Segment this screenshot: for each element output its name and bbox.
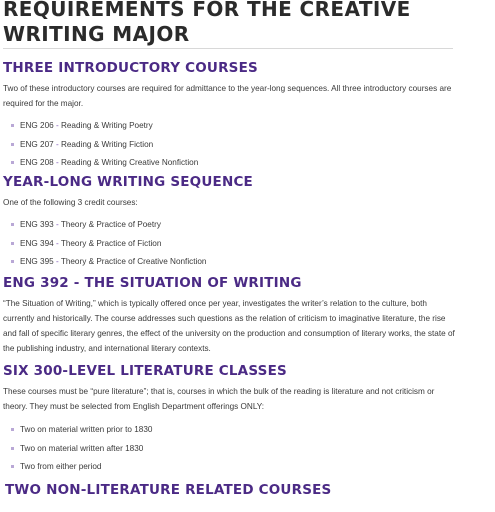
title-divider xyxy=(3,48,453,49)
course-name: Theory & Practice of Fiction xyxy=(60,238,162,248)
bullet-icon xyxy=(11,242,14,245)
bullet-icon xyxy=(11,260,14,263)
course-name: Theory & Practice of Poetry xyxy=(60,220,161,229)
bullet-icon xyxy=(11,223,14,226)
course-separator: - xyxy=(53,257,61,267)
bullet-icon xyxy=(11,161,14,164)
course-name: Reading & Writing Creative Nonfiction xyxy=(60,158,199,168)
list-item xyxy=(11,440,152,459)
course-name: Theory & Practice of Creative Nonfiction xyxy=(60,257,207,267)
year-long-sequence-text: One of the following 3 credit courses: xyxy=(3,198,138,207)
requirement-label: Two from either period xyxy=(20,462,102,472)
heading-non-literature-courses: TWO NON-LITERATURE RELATED COURSES xyxy=(5,482,332,498)
course-separator: - xyxy=(53,121,61,130)
list-item xyxy=(11,136,198,155)
requirement-label: Two on material written after 1830 xyxy=(20,443,144,453)
heading-literature-classes: SIX 300-LEVEL LITERATURE CLASSES xyxy=(3,363,287,379)
bullet-icon xyxy=(11,447,14,450)
list-item xyxy=(11,117,198,136)
list-item xyxy=(11,253,206,272)
course-code: ENG 206 xyxy=(20,121,54,130)
course-code: ENG 207 xyxy=(20,139,54,149)
list-item xyxy=(11,458,152,477)
course-separator: - xyxy=(53,220,61,229)
requirement-label: Two on material written prior to 1830 xyxy=(20,425,153,434)
eng-392-description: “The Situation of Writing,” which is typically offered once per year, investigates the writer’s relation to the culture, both currently and historically. The course addresses such questions as the relation of criticism to imaginative literature, the rise and fall of specific literary genres, the effect of the university on the production and consumption of literary works, the state of the publishing industry, and international literary contexts. xyxy=(3,299,455,353)
heading-introductory-courses: THREE INTRODUCTORY COURSES xyxy=(3,60,258,76)
course-code: ENG 393 xyxy=(20,220,54,229)
introductory-course-list xyxy=(11,117,198,173)
list-item xyxy=(11,216,206,235)
list-item xyxy=(11,421,152,440)
page-title: REQUIREMENTS FOR THE CREATIVE WRITING MAJOR xyxy=(3,0,411,46)
bullet-icon xyxy=(11,143,14,146)
course-code: ENG 208 xyxy=(20,158,54,168)
course-name: Reading & Writing Fiction xyxy=(60,139,154,149)
heading-year-long-sequence: YEAR-LONG WRITING SEQUENCE xyxy=(3,174,253,190)
course-separator: - xyxy=(53,158,61,168)
introductory-courses-text: Two of these introductory courses are required for admittance to the year-long sequences. All three introductory courses are required for the major. xyxy=(3,84,452,108)
bullet-icon xyxy=(11,465,14,468)
heading-eng-392: ENG 392 - THE SITUATION OF WRITING xyxy=(3,275,302,291)
literature-classes-text: These courses must be “pure literature”; that is, courses in which the bulk of the reading is literature and not criticism or theory. They must be selected from English Department offerings ONLY: xyxy=(3,387,435,411)
bullet-icon xyxy=(11,124,14,127)
literature-requirement-list xyxy=(11,421,152,477)
course-code: ENG 394 xyxy=(20,238,54,248)
course-code: ENG 395 xyxy=(20,257,54,267)
course-name: Reading & Writing Poetry xyxy=(60,121,153,130)
list-item xyxy=(11,235,206,254)
course-separator: - xyxy=(53,238,61,248)
list-item xyxy=(11,154,198,173)
sequence-course-list xyxy=(11,216,206,272)
bullet-icon xyxy=(11,428,14,431)
course-separator: - xyxy=(53,139,61,149)
